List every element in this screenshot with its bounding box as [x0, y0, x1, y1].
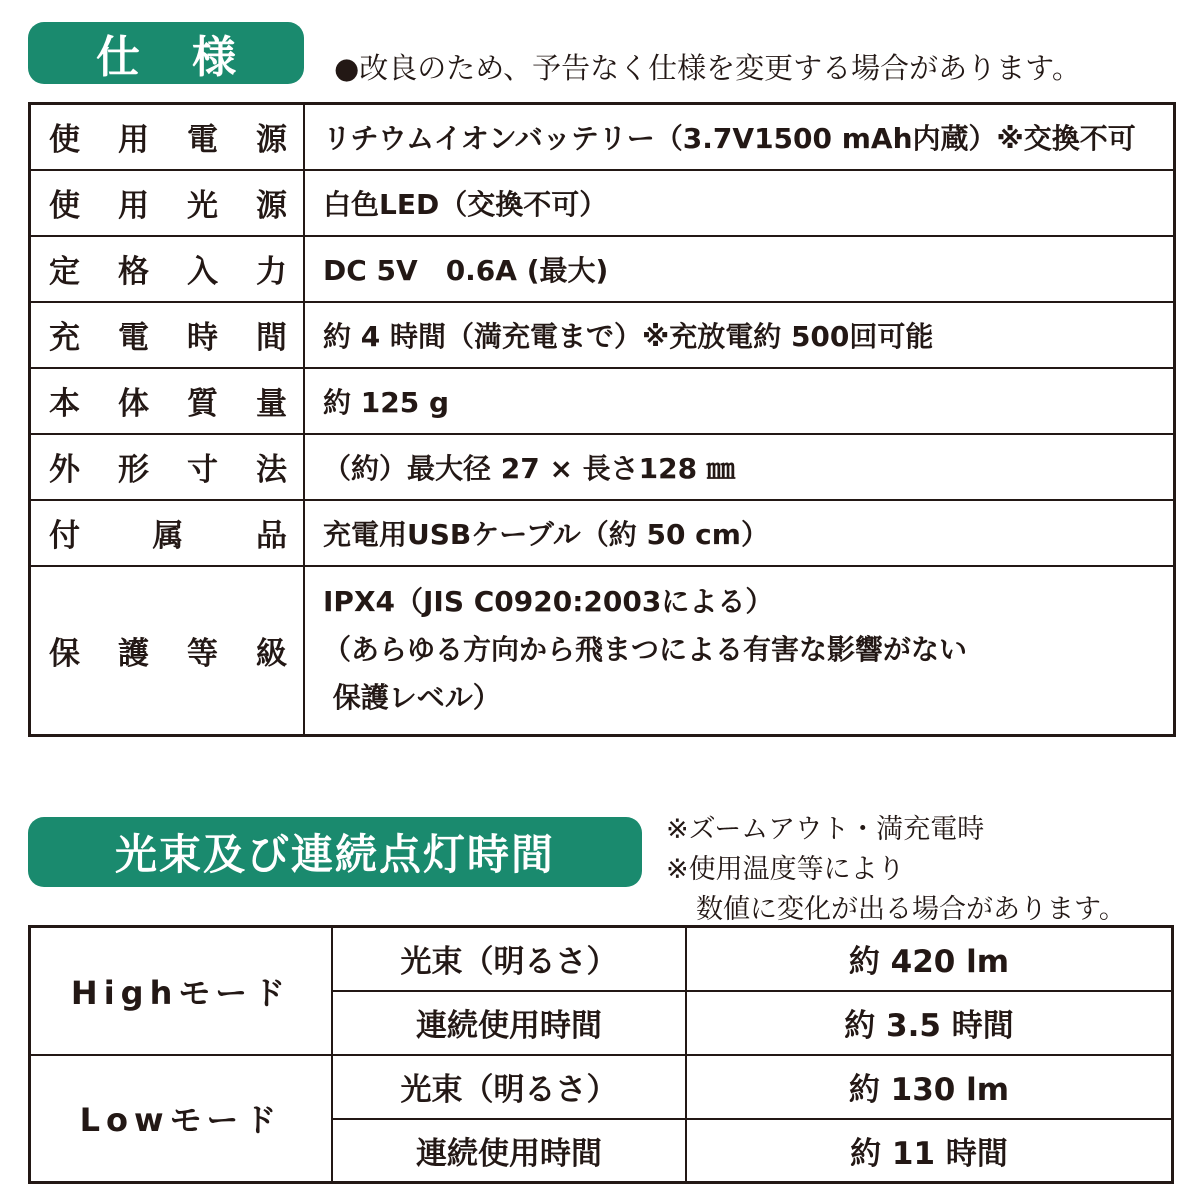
label-char: 源	[256, 122, 287, 159]
label-char: 属	[152, 518, 184, 554]
spec-value: 充電用USBケーブル（約 50 cm）	[304, 500, 1175, 566]
label-char: 質	[187, 386, 218, 422]
protection-line: IPX4（JIS C0920:2003による）	[323, 585, 774, 619]
label-char: 等	[187, 635, 218, 672]
label-char: 使	[49, 122, 80, 159]
spec-section-title: 仕様	[28, 22, 304, 84]
label-char: 寸	[187, 452, 218, 488]
spec-row-protection	[30, 566, 1175, 736]
label-char: 級	[256, 635, 287, 672]
lumen-value: 約 3.5 時間	[686, 991, 1173, 1055]
spec-value: 約 4 時間（満充電まで）※充放電約 500回可能	[304, 302, 1175, 368]
label-char: 本	[49, 386, 80, 422]
lumen-value: 約 11 時間	[686, 1119, 1173, 1183]
label-char: 使	[49, 188, 80, 224]
label-char: 間	[256, 320, 287, 356]
spec-row-power	[30, 104, 1175, 170]
label-char: 法	[256, 452, 287, 488]
label-char: 体	[118, 386, 149, 422]
spec-label	[30, 434, 305, 500]
spec-value: リチウムイオンバッテリー（3.7V1500 mAh内蔵）※交換不可	[304, 104, 1175, 170]
label-char: 形	[118, 452, 149, 488]
spec-label	[30, 170, 305, 236]
spec-row-rated-input	[30, 236, 1175, 302]
label-char: 用	[118, 188, 149, 224]
spec-value: 白色LED（交換不可）	[304, 170, 1175, 236]
label-char: 付	[49, 518, 80, 554]
lumen-note: 数値に変化が出る場合があります。	[696, 894, 1126, 925]
label-char: 保	[49, 635, 80, 672]
spec-row-accessories	[30, 500, 1175, 566]
spec-value: （約）最大径 27 × 長さ128 ㎜	[304, 434, 1175, 500]
spec-label	[30, 236, 305, 302]
spec-value: 約 125 g	[304, 368, 1175, 434]
lumen-notes	[666, 810, 1126, 930]
lumen-item: 連続使用時間	[332, 1119, 686, 1183]
label-char: 電	[118, 320, 149, 356]
spec-label	[30, 104, 305, 170]
spec-change-note: ●改良のため、予告なく仕様を変更する場合があります。	[334, 51, 1081, 85]
spec-label	[30, 566, 305, 736]
lumen-value: 約 130 lm	[686, 1055, 1173, 1119]
label-char: 定	[49, 254, 80, 290]
lumen-item: 光束（明るさ）	[332, 1055, 686, 1119]
lumen-note: ※ズームアウト・満充電時	[666, 814, 985, 845]
label-char: 外	[49, 452, 80, 488]
lumen-item: 光束（明るさ）	[332, 927, 686, 991]
protection-line: （あらゆる方向から飛まつによる有害な影響がない	[323, 633, 968, 667]
label-char: 電	[187, 122, 218, 159]
mode-name-high: Highモード	[30, 927, 333, 1055]
label-char: 充	[49, 320, 80, 356]
label-char: 源	[256, 188, 287, 224]
lumen-note: ※使用温度等により	[666, 854, 905, 885]
lumen-section-title: 光束及び連続点灯時間	[28, 817, 642, 887]
lumen-value: 約 420 lm	[686, 927, 1173, 991]
spec-label	[30, 500, 305, 566]
spec-label	[30, 368, 305, 434]
label-char: 力	[256, 254, 287, 290]
spec-table	[28, 102, 1176, 737]
spec-value	[304, 566, 1175, 736]
label-char: 量	[256, 386, 287, 422]
spec-row-dimensions	[30, 434, 1175, 500]
protection-line: 保護レベル）	[323, 681, 501, 715]
lumen-row	[30, 927, 1173, 991]
spec-row-charge-time	[30, 302, 1175, 368]
label-char: 光	[187, 188, 218, 224]
label-char: 入	[187, 254, 218, 290]
lumen-item: 連続使用時間	[332, 991, 686, 1055]
spec-row-weight	[30, 368, 1175, 434]
label-char: 時	[187, 320, 218, 356]
mode-name-low: Lowモード	[30, 1055, 333, 1183]
label-char: 品	[256, 518, 287, 554]
lumen-row	[30, 1055, 1173, 1119]
label-char: 護	[118, 635, 149, 672]
label-char: 用	[118, 122, 149, 159]
spec-row-light-source	[30, 170, 1175, 236]
spec-value: DC 5V 0.6A (最大)	[304, 236, 1175, 302]
label-char: 格	[118, 254, 149, 290]
spec-label	[30, 302, 305, 368]
lumen-table	[28, 925, 1174, 1184]
